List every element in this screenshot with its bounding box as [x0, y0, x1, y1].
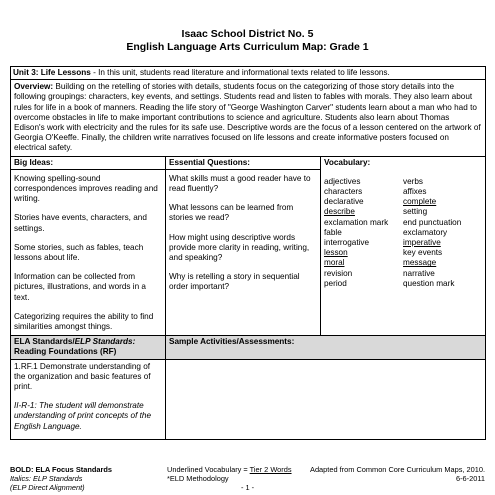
essential-question-item: What skills must a good reader have to read fluently?	[169, 173, 311, 194]
vocabulary-cell	[321, 156, 486, 336]
essential-question-item: How might using descriptive words provide more clarity in reading, writing, and speaking?	[169, 232, 310, 263]
district-title: Isaac School District No. 5	[181, 28, 314, 40]
overview-cell	[11, 80, 486, 156]
vocabulary-word: complete	[403, 197, 437, 207]
footer-italic-legend: Italics: ELP Standards	[10, 474, 83, 483]
page-number: - 1 -	[241, 483, 255, 492]
vocabulary-word: message	[403, 258, 437, 268]
big-ideas-title: Big Ideas:	[11, 157, 165, 170]
footer-eld-methodology: *ELD Methodology	[167, 474, 229, 483]
unit-label: Unit 3: Life Lessons	[13, 68, 91, 77]
unit-text: - In this unit, students read literature and informational texts related to life lessons.	[90, 68, 390, 77]
footer-bold-legend: BOLD: ELA Focus Standards	[10, 465, 112, 474]
unit-cell	[11, 67, 486, 80]
vocabulary-word: imperative	[403, 238, 441, 248]
vocabulary-columns	[321, 169, 485, 291]
elp-standards-label: ELP Standards:	[74, 337, 136, 347]
vocabulary-word: moral	[324, 258, 345, 268]
standards-body-cell	[11, 359, 166, 439]
ideas-questions-vocab-row	[11, 156, 486, 336]
big-idea-item: Knowing spelling-sound correspondences improves reading and writing.	[14, 173, 158, 204]
big-idea-item: Information can be collected from pictures, illustrations, and words in a text.	[14, 272, 146, 302]
vocabulary-word: key events	[403, 248, 443, 258]
footer-adapted-from: Adapted from Common Core Curriculum Maps, 2010.	[310, 465, 485, 474]
vocabulary-word: adjectives	[324, 176, 361, 186]
vocabulary-column-2	[403, 177, 482, 289]
big-idea-item: Stories have events, characters, and settings.	[14, 213, 147, 233]
vocabulary-word: interrogative	[324, 238, 370, 248]
footer-elp-alignment: (ELP Direct Alignment)	[10, 483, 85, 492]
standards-header-cell	[11, 336, 166, 359]
activities-header-cell	[166, 336, 486, 359]
essential-questions-list	[166, 170, 320, 296]
vocabulary-word: period	[324, 278, 347, 288]
essential-questions-title: Essential Questions:	[166, 157, 320, 170]
vocabulary-word: verbs	[403, 176, 424, 186]
vocabulary-word: revision	[324, 268, 353, 278]
overview-label: Overview:	[14, 82, 54, 92]
big-idea-item: Categorizing requires the ability to find similarities amongst things.	[14, 311, 154, 332]
vocabulary-word: narrative	[403, 268, 435, 278]
footer-attribution	[310, 465, 485, 483]
vocabulary-word: end punctuation	[403, 217, 462, 227]
essential-question-item: What lessons can be learned from stories we read?	[169, 203, 294, 223]
vocabulary-title: Vocabulary:	[324, 157, 371, 167]
essential-question-item: Why is retelling a story in sequential order important?	[169, 272, 300, 292]
footer-underline-legend: Underlined Vocabulary =	[167, 465, 250, 474]
curriculum-map-title: English Language Arts Curriculum Map: Grade 1	[126, 41, 369, 53]
vocabulary-word: declarative	[324, 197, 364, 207]
document-header	[10, 28, 485, 54]
reading-foundations-label: Reading Foundations (RF)	[14, 347, 117, 357]
footer-legend	[10, 465, 112, 492]
vocabulary-word: characters	[324, 187, 363, 197]
vocabulary-word: describe	[324, 207, 355, 217]
vocabulary-column-1	[324, 177, 403, 289]
vocabulary-word: fable	[324, 227, 342, 237]
vocabulary-word: question mark	[403, 278, 455, 288]
vocabulary-word: affixes	[403, 187, 427, 197]
standards-activities-row	[11, 336, 486, 359]
overview-text: Building on the retelling of stories with details, students focus on the categorizing of those story details into the following groupings: characters, key events, and settings. Students read and listen to fables with morals. They also learn about rules for life in a book of manners. Reading the life story of "George Washington Carver" students learn about a man who had to overcome obstacles in life to make important contributions to science and agriculture. Students also learn about Thomas Edison's work with electricity and the rules for its safe use. Descriptive words are the focus of a lesson centered on the artwork of Georgia O'Keeffe. Finally, the children write narratives focused on life lessons and create informative posters focused on electrical safety.	[14, 82, 481, 153]
standards-body-row	[11, 359, 486, 439]
essential-questions-cell	[166, 156, 321, 336]
vocabulary-word: exclamatory	[403, 227, 448, 237]
rf-standard-text: 1.RF.1 Demonstrate understanding of the organization and basic features of print.	[14, 361, 151, 392]
vocabulary-word: setting	[403, 207, 428, 217]
unit-row	[11, 67, 486, 80]
big-ideas-list	[11, 170, 165, 335]
footer-middle	[167, 465, 292, 492]
vocabulary-word: lesson	[324, 248, 348, 258]
document-page	[10, 28, 485, 492]
curriculum-table	[10, 66, 486, 440]
activities-body-cell	[166, 359, 486, 439]
vocabulary-word: exclamation mark	[324, 217, 389, 227]
footer-tier2-words: Tier 2 Words	[249, 465, 292, 474]
big-ideas-cell	[11, 156, 166, 336]
elp-standard-text: II-R-1: The student will demonstrate understanding of print concepts of the English Language.	[14, 401, 152, 431]
footer-date: 6-6-2011	[455, 474, 485, 483]
overview-row	[11, 80, 486, 156]
big-idea-item: Some stories, such as fables, teach lessons about life.	[14, 242, 144, 263]
activities-title: Sample Activities/Assessments:	[169, 337, 295, 347]
ela-standards-label: ELA Standards/	[14, 337, 75, 347]
